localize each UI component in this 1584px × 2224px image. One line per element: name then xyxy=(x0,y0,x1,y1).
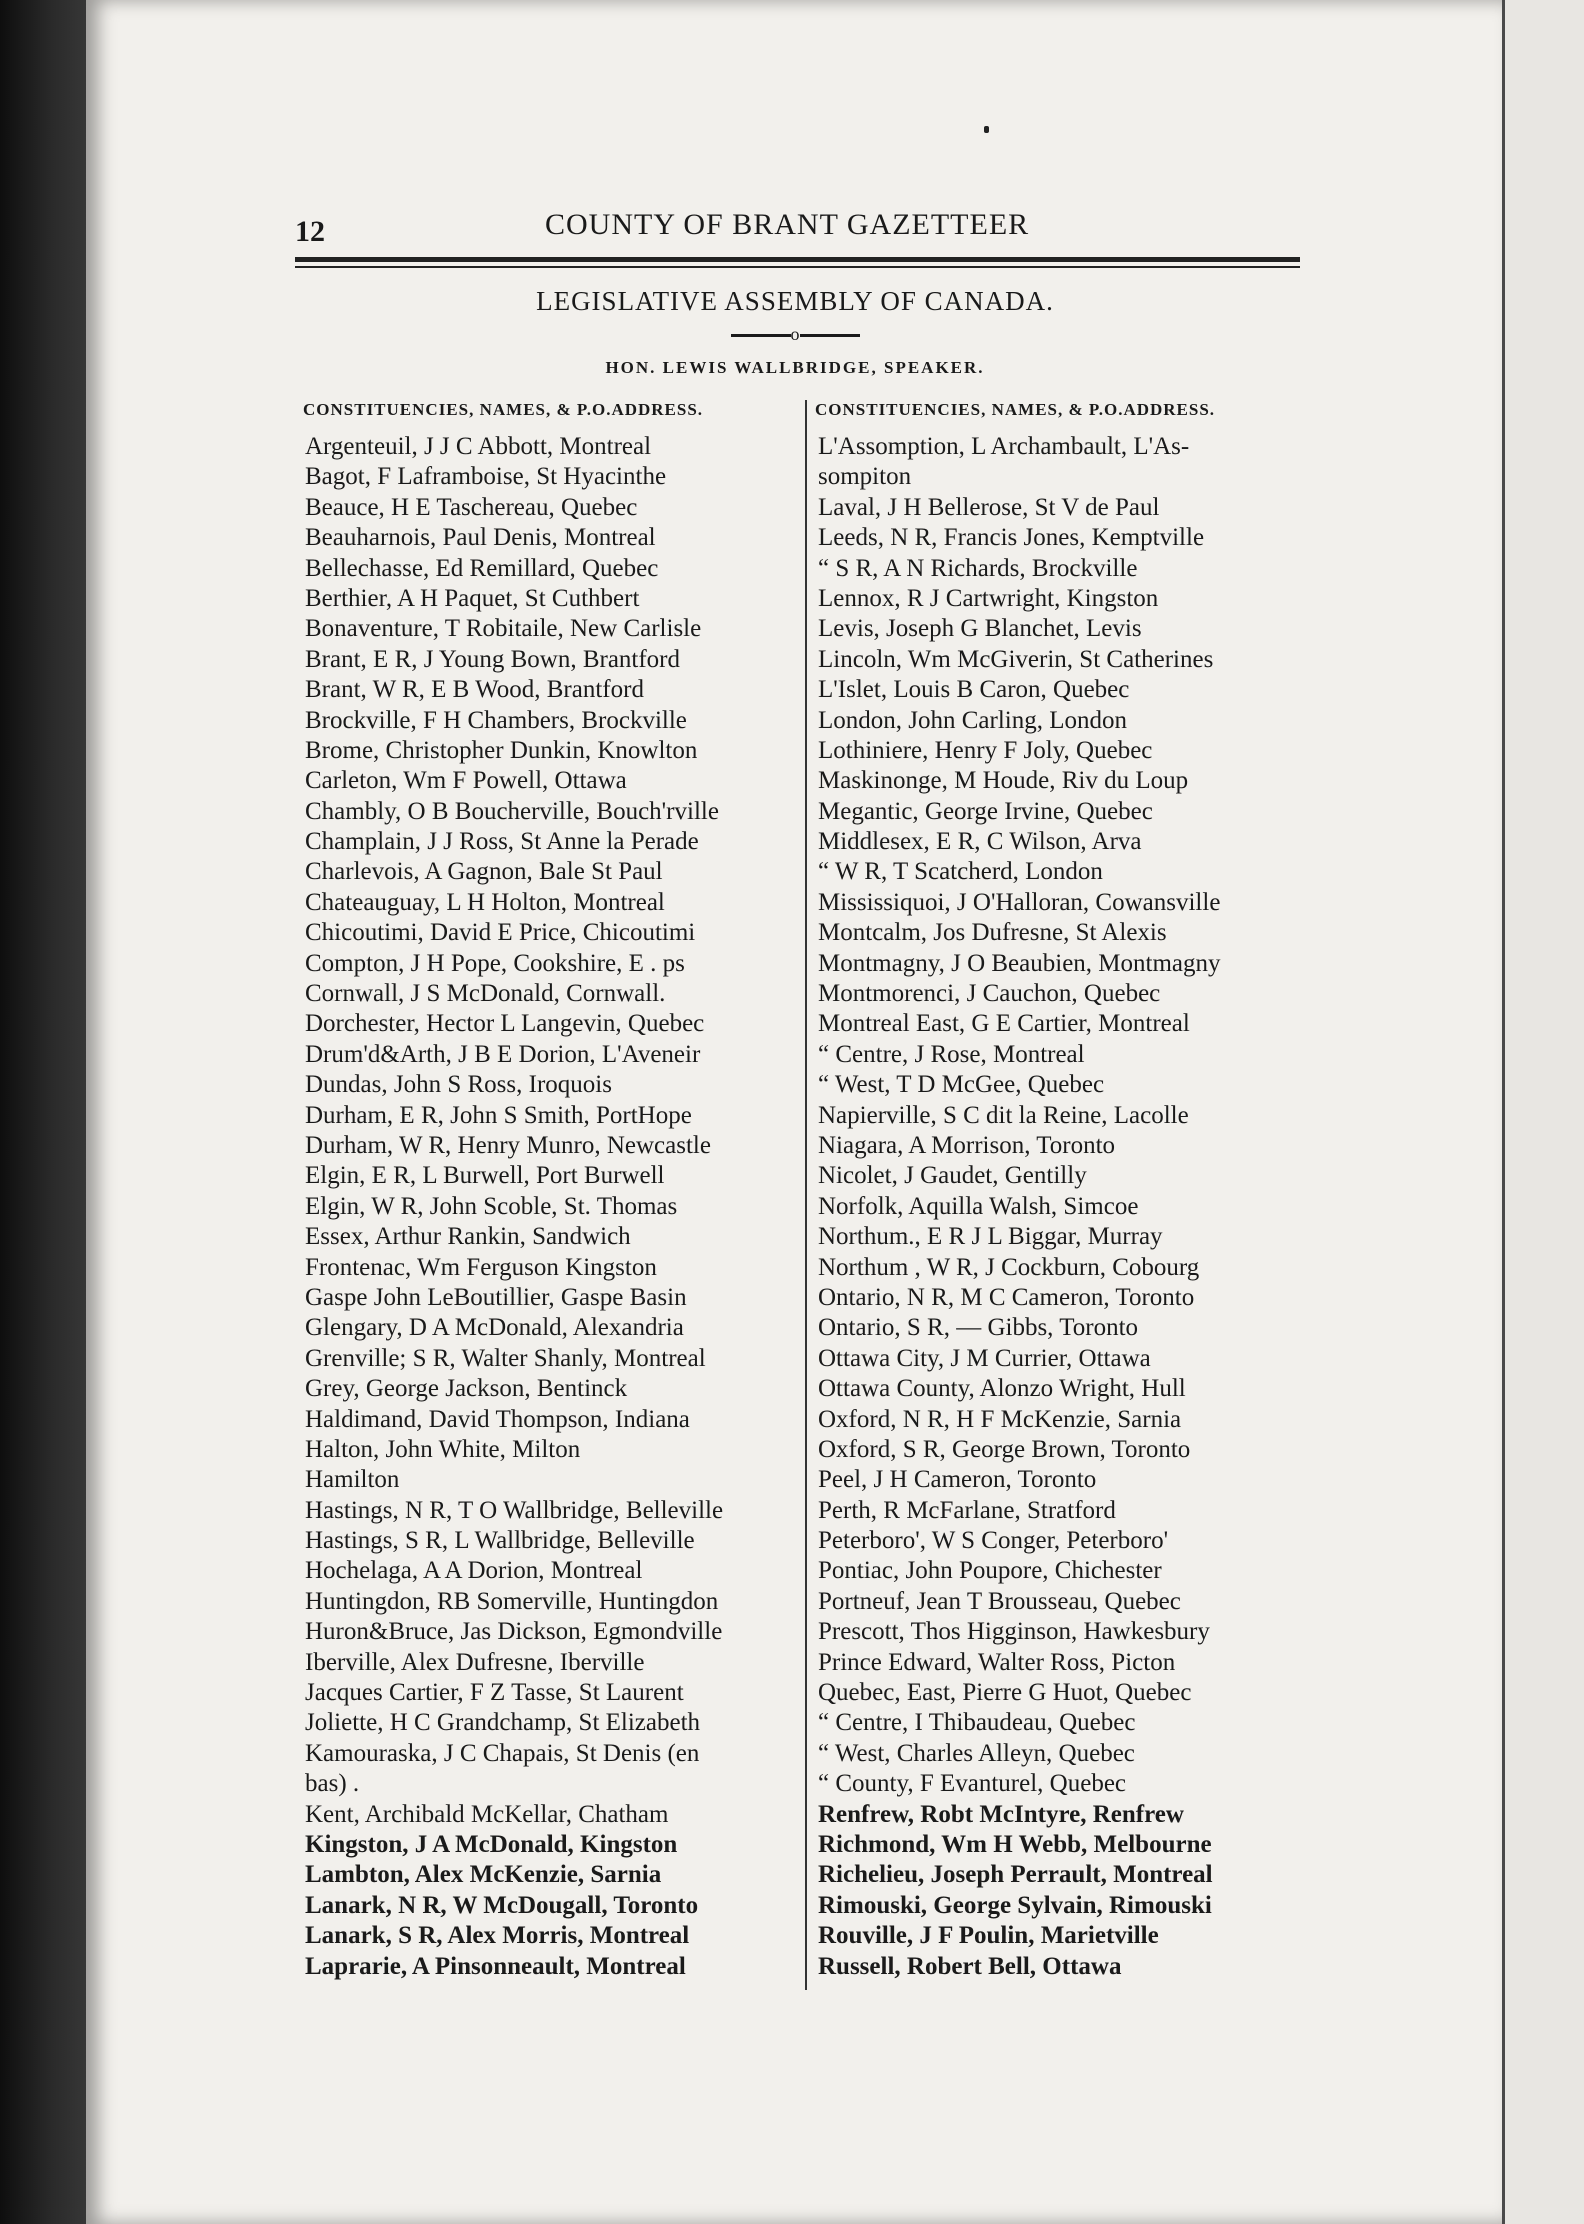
entry-line: Charlevois, A Gagnon, Bale St Paul xyxy=(305,858,663,886)
entry-line: “ County, F Evanturel, Quebec xyxy=(818,1770,1127,1798)
entry-line: Joliette, H C Grandchamp, St Elizabeth xyxy=(305,1709,701,1737)
speaker-line: HON. LEWIS WALLBRIDGE, SPEAKER. xyxy=(605,358,985,377)
entry-line: “ West, T D McGee, Quebec xyxy=(818,1071,1105,1099)
entry-line: Kingston, J A McDonald, Kingston xyxy=(305,1830,678,1858)
entry-line: Montmorenci, J Cauchon, Quebec xyxy=(818,980,1161,1008)
entry-line: Northum., E R J L Biggar, Murray xyxy=(818,1223,1163,1251)
entry-line: Lanark, N R, W McDougall, Toronto xyxy=(305,1891,699,1919)
entry-line: “ Centre, I Thibaudeau, Quebec xyxy=(818,1709,1136,1737)
entry-line: Rouville, J F Poulin, Marietville xyxy=(818,1922,1159,1950)
entry-line: Ottawa County, Alonzo Wright, Hull xyxy=(818,1375,1186,1403)
entry-line: Hastings, S R, L Wallbridge, Belleville xyxy=(305,1527,695,1555)
entry-line: Richmond, Wm H Webb, Melbourne xyxy=(818,1830,1212,1858)
entry-line: Nicolet, J Gaudet, Gentilly xyxy=(818,1162,1087,1190)
entry-line: Hastings, N R, T O Wallbridge, Belleville xyxy=(305,1496,724,1524)
entry-line: Perth, R McFarlane, Stratford xyxy=(818,1496,1116,1524)
entry-line: Ottawa City, J M Currier, Ottawa xyxy=(818,1344,1151,1372)
entry-line: Mississiquoi, J O'Halloran, Cowansville xyxy=(818,888,1221,916)
header-rule xyxy=(295,257,1300,262)
entry-line: Elgin, W R, John Scoble, St. Thomas xyxy=(305,1192,678,1220)
entry-line: Grenville; S R, Walter Shanly, Montreal xyxy=(305,1344,706,1372)
entry-line: Leeds, N R, Francis Jones, Kemptville xyxy=(818,524,1205,552)
entry-line: L'Assomption, L Archambault, L'As- xyxy=(818,433,1190,460)
entry-line: “ Centre, J Rose, Montreal xyxy=(818,1040,1085,1068)
entry-line: Brant, W R, E B Wood, Brantford xyxy=(305,676,644,704)
entry-line: Lanark, S R, Alex Morris, Montreal xyxy=(305,1922,690,1950)
entry-line: sompiton xyxy=(818,463,912,491)
entry-line: Lincoln, Wm McGiverin, St Catherines xyxy=(818,645,1214,673)
left-column-header: CONSTITUENCIES, NAMES, & P.O.ADDRESS. xyxy=(303,400,704,419)
entry-line: Quebec, East, Pierre G Huot, Quebec xyxy=(818,1679,1192,1707)
entry-line: Frontenac, Wm Ferguson Kingston xyxy=(305,1253,657,1281)
speck-mark xyxy=(984,126,989,133)
entry-line: Iberville, Alex Dufresne, Iberville xyxy=(305,1648,645,1676)
entry-line: Ontario, N R, M C Cameron, Toronto xyxy=(818,1283,1195,1311)
entry-line: Laprarie, A Pinsonneault, Montreal xyxy=(305,1952,686,1980)
entry-line: Kent, Archibald McKellar, Chatham xyxy=(305,1800,669,1828)
entry-line: Prescott, Thos Higginson, Hawkesbury xyxy=(818,1618,1210,1646)
entry-line: Laval, J H Bellerose, St V de Paul xyxy=(818,493,1160,521)
entry-line: Essex, Arthur Rankin, Sandwich xyxy=(305,1223,631,1251)
entry-line: Halton, John White, Milton xyxy=(305,1435,581,1463)
entry-line: Montmagny, J O Beaubien, Montmagny xyxy=(818,949,1221,977)
right-column-entries xyxy=(818,432,1308,1982)
entry-line: Haldimand, David Thompson, Indiana xyxy=(305,1405,690,1433)
entry-line: Brome, Christopher Dunkin, Knowlton xyxy=(305,736,698,764)
entry-line: Hochelaga, A A Dorion, Montreal xyxy=(305,1557,643,1585)
entry-line: Richelieu, Joseph Perrault, Montreal xyxy=(818,1861,1213,1889)
entry-line: Champlain, J J Ross, St Anne la Perade xyxy=(305,828,699,856)
entry-line: “ W R, T Scatcherd, London xyxy=(818,858,1103,886)
entry-line: Brockville, F H Chambers, Brockville xyxy=(305,706,687,734)
entry-line: Dundas, John S Ross, Iroquois xyxy=(305,1071,612,1099)
entry-line: Bellechasse, Ed Remillard, Quebec xyxy=(305,554,659,582)
ornament-dash-left xyxy=(731,334,791,337)
entry-line: Pontiac, John Poupore, Chichester xyxy=(818,1557,1162,1585)
entry-line: Peterboro', W S Conger, Peterboro' xyxy=(818,1527,1169,1555)
entry-line: Lothiniere, Henry F Joly, Quebec xyxy=(818,736,1153,764)
section-heading: LEGISLATIVE ASSEMBLY OF CANADA. xyxy=(536,286,1054,316)
entry-line: “ West, Charles Alleyn, Quebec xyxy=(818,1739,1135,1767)
entry-line: Grey, George Jackson, Bentinck xyxy=(305,1375,628,1403)
entry-line: “ S R, A N Richards, Brockville xyxy=(818,554,1138,582)
ornament-dash-right xyxy=(800,334,860,337)
entry-line: Chicoutimi, David E Price, Chicoutimi xyxy=(305,919,696,947)
entry-line: Compton, J H Pope, Cookshire, E . ps xyxy=(305,949,685,977)
entry-line: Montcalm, Jos Dufresne, St Alexis xyxy=(818,919,1167,947)
entry-line: Prince Edward, Walter Ross, Picton xyxy=(818,1648,1176,1676)
entry-line: Chambly, O B Boucherville, Bouch'rville xyxy=(305,797,719,825)
entry-line: Rimouski, George Sylvain, Rimouski xyxy=(818,1891,1212,1919)
entry-line: Kamouraska, J C Chapais, St Denis (en xyxy=(305,1739,700,1767)
entry-line: Lennox, R J Cartwright, Kingston xyxy=(818,584,1159,612)
entry-line: Durham, E R, John S Smith, PortHope xyxy=(305,1101,692,1129)
entry-line: Montreal East, G E Cartier, Montreal xyxy=(818,1010,1190,1038)
entry-line: Middlesex, E R, C Wilson, Arva xyxy=(818,828,1142,856)
entry-line: Beauce, H E Taschereau, Quebec xyxy=(305,493,638,521)
running-title: COUNTY OF BRANT GAZETTEER xyxy=(545,208,1030,241)
entry-line: Beauharnois, Paul Denis, Montreal xyxy=(305,524,656,552)
entry-line: Huron&Bruce, Jas Dickson, Egmondville xyxy=(305,1618,723,1646)
entry-line: Elgin, E R, L Burwell, Port Burwell xyxy=(305,1162,665,1190)
entry-line: Northum , W R, J Cockburn, Cobourg xyxy=(818,1253,1200,1281)
entry-line: Argenteuil, J J C Abbott, Montreal xyxy=(305,433,652,460)
right-column-header: CONSTITUENCIES, NAMES, & P.O.ADDRESS. xyxy=(815,400,1216,419)
entry-line: Glengary, D A McDonald, Alexandria xyxy=(305,1314,684,1342)
page-number: 12 xyxy=(295,215,325,248)
entry-line: Ontario, S R, — Gibbs, Toronto xyxy=(818,1314,1139,1342)
entry-line: Bagot, F Laframboise, St Hyacinthe xyxy=(305,463,667,491)
entry-line: Bonaventure, T Robitaile, New Carlisle xyxy=(305,615,702,643)
entry-line: Dorchester, Hector L Langevin, Quebec xyxy=(305,1010,705,1038)
entry-line: Portneuf, Jean T Brousseau, Quebec xyxy=(818,1587,1181,1615)
entry-line: Norfolk, Aquilla Walsh, Simcoe xyxy=(818,1192,1139,1220)
entry-line: Drum'd&Arth, J B E Dorion, L'Aveneir xyxy=(305,1040,701,1068)
entry-line: Brant, E R, J Young Bown, Brantford xyxy=(305,645,681,673)
entry-line: Carleton, Wm F Powell, Ottawa xyxy=(305,767,627,795)
header-rule-thin xyxy=(295,266,1300,268)
entry-line: Huntingdon, RB Somerville, Huntingdon xyxy=(305,1587,719,1615)
entry-line: Megantic, George Irvine, Quebec xyxy=(818,797,1153,825)
ornament-letter: o xyxy=(790,324,800,344)
entry-line: bas) . xyxy=(305,1770,360,1798)
entry-line: Jacques Cartier, F Z Tasse, St Laurent xyxy=(305,1679,684,1707)
entry-line: Cornwall, J S McDonald, Cornwall. xyxy=(305,980,666,1008)
column-divider xyxy=(805,400,807,1990)
entry-line: Oxford, S R, George Brown, Toronto xyxy=(818,1435,1191,1463)
entry-line: Durham, W R, Henry Munro, Newcastle xyxy=(305,1131,711,1159)
entry-line: Berthier, A H Paquet, St Cuthbert xyxy=(305,584,640,612)
entry-line: Levis, Joseph G Blanchet, Levis xyxy=(818,615,1142,643)
entry-line: Peel, J H Cameron, Toronto xyxy=(818,1466,1097,1494)
entry-line: London, John Carling, London xyxy=(818,706,1128,734)
entry-line: Hamilton xyxy=(305,1466,400,1494)
ornament xyxy=(0,324,1584,345)
entry-line: Maskinonge, M Houde, Riv du Loup xyxy=(818,767,1189,795)
entry-line: Niagara, A Morrison, Toronto xyxy=(818,1131,1116,1159)
entry-line: Napierville, S C dit la Reine, Lacolle xyxy=(818,1101,1189,1129)
entry-line: Russell, Robert Bell, Ottawa xyxy=(818,1952,1122,1980)
entry-line: Chateauguay, L H Holton, Montreal xyxy=(305,888,665,916)
entry-line: Oxford, N R, H F McKenzie, Sarnia xyxy=(818,1405,1182,1433)
left-column-entries xyxy=(305,432,800,1982)
entry-line: Lambton, Alex McKenzie, Sarnia xyxy=(305,1861,662,1889)
entry-line: Renfrew, Robt McIntyre, Renfrew xyxy=(818,1800,1184,1828)
entry-line: L'Islet, Louis B Caron, Quebec xyxy=(818,676,1130,704)
entry-line: Gaspe John LeBoutillier, Gaspe Basin xyxy=(305,1283,687,1311)
